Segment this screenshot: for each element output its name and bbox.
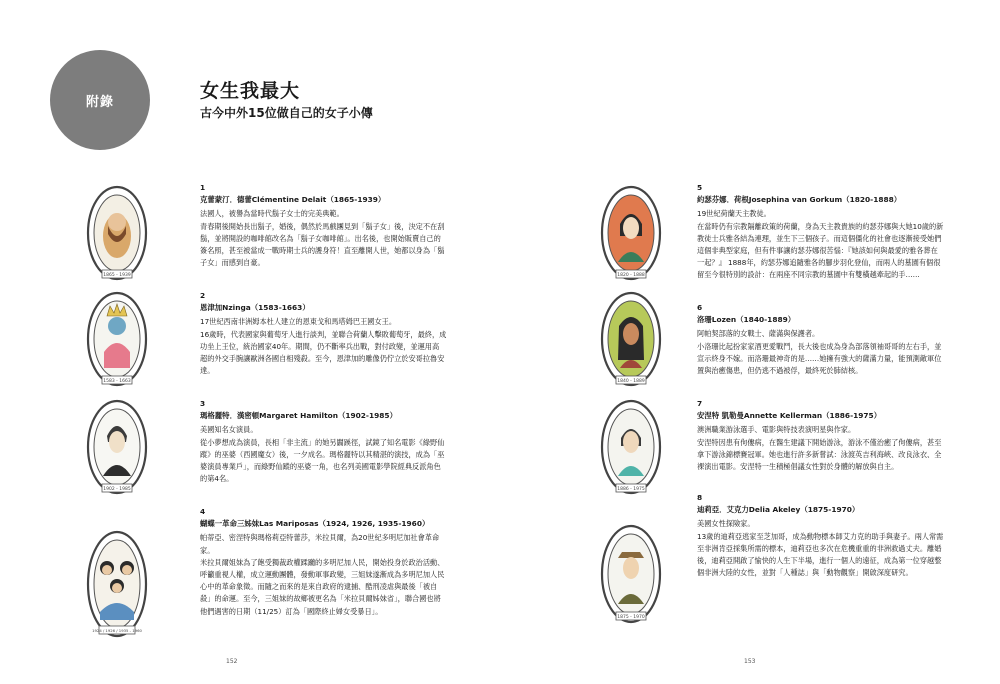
entry-number: 1 [200, 183, 206, 192]
annette-kellerman-portrait [600, 398, 662, 496]
svg-text:1820 - 1888: 1820 - 1888 [617, 273, 645, 278]
entry-name: 恩津加Nzinga（1583-1663） [200, 303, 310, 313]
entry-line: 帕蒂亞、密涅特與瑪格莉亞特蕾莎，米拉貝爾，為20世紀多明尼加社會革命 [200, 533, 440, 543]
entry-line: 留至今很特別的設計：在兩座不同宗教的墓園中有雙橫越牽起的手…… [697, 270, 920, 280]
entry-line: 婆演員專業戶」，而綠野仙蹤的巫婆一角，也名列美國電影學院經典反派角色 [200, 462, 441, 472]
portrait-frame-4 [86, 528, 148, 640]
entry-line: 超的外交手腕讓歐洲各國自相殘殺。至今，恩津加的雕像仍佇立於安哥拉魯安 [200, 354, 445, 364]
entry-line: 美國女性探險家。 [697, 519, 755, 529]
entry-number: 5 [697, 183, 703, 192]
entry-number: 2 [200, 291, 206, 300]
entry-line: 這個非典型家庭，但有件事讓約瑟芬娜很苦惱：『她該如何與最愛的雅各葬在 [697, 246, 938, 256]
entry-line: 呼籲重視人權，成立運動團體，發動軍事政變，三姐妹遂漸成為多明尼加人民 [200, 570, 445, 580]
appendix-badge [50, 50, 150, 150]
entry-line: 蹤》的巫婆（西國魔女）後，一夕成名。瑪格麗特以其精湛的演技，成為「巫 [200, 449, 445, 459]
svg-text:1875 - 1970: 1875 - 1970 [617, 615, 645, 620]
entry-line: 後，迪莉亞開啟了愉快的人生下半場，進行一個人的遠征，成為第一位穿越整 [697, 556, 942, 566]
delia-akeley-portrait [600, 522, 662, 626]
lozen-portrait [600, 290, 662, 388]
entry-line: 法國人，被譽為當時代鬍子女士的完美典範。 [200, 209, 344, 219]
entry-line: 家。 [200, 545, 215, 555]
entry-1 [200, 182, 462, 269]
entry-6 [697, 302, 959, 377]
bearded-woman-portrait [86, 184, 148, 282]
portrait-frame-3 [86, 398, 148, 496]
entry-number: 7 [697, 399, 703, 408]
portrait-frame-7 [600, 398, 662, 496]
entry-number: 4 [200, 507, 206, 516]
queen-nzinga-portrait [86, 290, 148, 388]
svg-text:1902 - 1985: 1902 - 1985 [103, 487, 131, 492]
entry-name: 蝴蝶一革命三姊妹Las Mariposas（1924, 1926, 1935-1960） [200, 519, 430, 529]
entry-2 [200, 290, 462, 377]
entry-line: 在當時仍有宗教隔離政策的荷蘭，身為天主教貴族的約瑟芬娜與大她10歲的新 [697, 221, 944, 231]
entry-line: 的第4名。 [200, 474, 234, 484]
entry-line: 澳洲職業游泳選手、電影與特技表演明星與作家。 [697, 425, 856, 435]
svg-text:1924 / 1926 / 1935 - 1960: 1924 / 1926 / 1935 - 1960 [92, 628, 142, 633]
entry-line: 19世紀荷蘭天主教徒。 [697, 209, 771, 219]
entry-line: 美國知名女演員。 [200, 425, 258, 435]
entry-name: 洛珊Lozen（1840-1889） [697, 315, 796, 325]
entry-4 [200, 506, 462, 618]
entry-name: 瑪格麗特．漢密頓Margaret Hamilton（1902-1985） [200, 411, 397, 421]
entry-line: 殺」的命運。至今，三姐妹的故鄉被更名為「米拉貝爾姊妹省」，聯合國也將 [200, 594, 441, 604]
svg-text:1840 - 1889: 1840 - 1889 [617, 379, 645, 384]
page-number-right: 153 [744, 658, 756, 665]
appendix-badge-label: 附錄 [85, 94, 114, 110]
entry-line: 13歲的迪莉亞逃家至芝加哥，成為動物標本師艾力克的助手與妻子。兩人常需 [697, 531, 944, 541]
entry-line: 裸演出電影。安涅特一生積極倡議女性對於身體的解放與自主。 [697, 462, 899, 472]
page-title: 女生我最大 [200, 80, 301, 102]
entry-line: 子女」而感到自豪。 [200, 258, 265, 268]
entry-line: 個非洲大陸的女性，並對「人種誌」與「動物觀察」開啟深度研究。 [697, 568, 913, 578]
portrait-frame-6 [600, 290, 662, 388]
entry-number: 6 [697, 303, 703, 312]
entry-name: 約瑟芬娜．荷根Josephina van Gorkum（1820-1888） [697, 195, 902, 205]
portrait-frame-2 [86, 290, 148, 388]
portrait-frame-8 [600, 522, 662, 626]
entry-number: 3 [200, 399, 206, 408]
entry-3 [200, 398, 462, 485]
entry-line: 青春期後開始長出鬍子，婚後，偶然於馬戲團見到「鬍子女」後，決定不在刮 [200, 221, 445, 231]
entry-line: 從小夢想成為演員，長相「非主流」的她另闢蹊徑，試鏡了知名電影《綠野仙 [200, 437, 445, 447]
entry-line: 至非洲肯亞採集所需的標本，迪莉亞也多次在危機重重的非洲救過丈夫。離婚 [697, 543, 942, 553]
page-number-left: 152 [226, 658, 238, 665]
entry-line: 宣示終身不嫁。而洛珊最神奇的是……她擁有強大的薩滿力量，能預測敵軍位 [697, 353, 942, 363]
entry-line: 教徒士兵雅各結為連理，並生下三個孩子。而這個僵化的社會也逐漸接受她們 [697, 233, 942, 243]
entry-line: 簽名照，甚至被當成一戰時期士兵的護身符！直至離開人世，她都以身為「鬍 [200, 246, 445, 256]
entry-number: 8 [697, 493, 703, 502]
entry-5 [697, 182, 959, 282]
entry-line: 阿帕契部落的女戰士、薩滿與保護者。 [697, 329, 820, 339]
entry-line: 心中的革命象徵。而隨之而來的是來自政府的逮捕、酷刑凌虐與最後「被自 [200, 582, 438, 592]
margaret-hamilton-portrait [86, 398, 148, 496]
portrait-frame-1 [86, 184, 148, 282]
entry-name: 克蕾蒙汀．德蕾Clémentine Delait（1865-1939） [200, 195, 386, 205]
entry-name: 迪莉亞．艾克力Delia Akeley（1875-1970） [697, 505, 860, 515]
entry-line: 達。 [200, 366, 215, 376]
entry-line: 置與治癒傷患，但仍逃不過被俘，最終死於肺結核。 [697, 366, 863, 376]
entry-line: 他們遇害的日期（11/25）訂為「國際終止婦女受暴日」。 [200, 606, 383, 616]
entry-line: 米拉貝爾姐妹為了飽受獨裁政權蹂躪的多明尼加人民，開始投身於政治活動、 [200, 557, 445, 567]
entry-line: 拿下游泳錦標賽冠軍。她也進行許多新嘗試：泳渡英吉利海峽、改良泳衣、全 [697, 449, 942, 459]
page-subtitle: 古今中外15位做自己的女子小傳 [200, 106, 373, 120]
svg-text:1865 - 1939: 1865 - 1939 [103, 273, 131, 278]
entry-line: 一起？』 1888年，約瑟芬娜追隨雅各的腳步羽化登仙，而兩人的墓園有個很 [697, 258, 941, 268]
entry-line: 鬍，並將開設的咖啡館改名為「鬍子女咖啡館」。出名後，也開始販賣自己的 [200, 233, 441, 243]
mirabal-sisters-portrait [86, 528, 148, 640]
josephina-portrait [600, 184, 662, 282]
entry-7 [697, 398, 959, 473]
svg-text:1886 - 1975: 1886 - 1975 [617, 487, 645, 492]
portrait-frame-5 [600, 184, 662, 282]
entry-line: 安涅特因患有佝僂病，在醫生建議下開始游泳，游泳不僅治癒了佝僂病，甚至 [697, 437, 942, 447]
entry-line: 16歲時，代表國家與葡萄牙人進行談判，並聯合荷蘭人擊敗葡萄牙，最終，成 [200, 329, 447, 339]
entry-line: 功坐上王位，統治國家40年。期間，仍不斷率兵出戰，對付政變，並運用高 [200, 341, 440, 351]
entry-line: 17世紀西南非洲姆本杜人建立的恩東戈和馬塔姆巴王國女王。 [200, 317, 397, 327]
entry-name: 安涅特 凱勒曼Annette Kellerman（1886-1975） [697, 411, 882, 421]
entry-8 [697, 492, 959, 579]
entry-line: 小洛珊比起扮家家酒更愛戰鬥，長大後也成為身為部落領袖哥哥的左右手，並 [697, 341, 942, 351]
svg-text:1583 - 1663: 1583 - 1663 [103, 379, 131, 384]
